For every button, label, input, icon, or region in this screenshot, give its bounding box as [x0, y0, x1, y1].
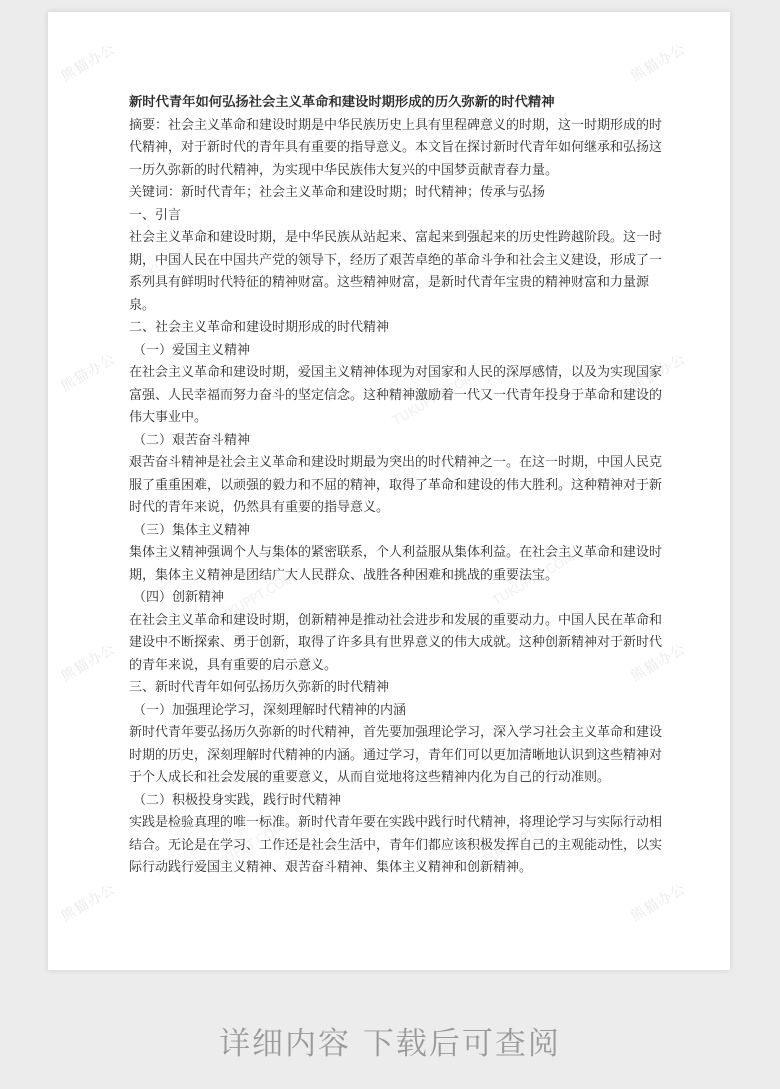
- watermark-brand: 熊猫办公: [58, 880, 119, 925]
- download-hint-text: 详细内容 下载后可查阅: [219, 1026, 561, 1062]
- body-paragraph: 社会主义革命和建设时期，是中华民族从站起来、富起来到强起来的历史性跨越阶段。这一时期，中国人民在中国共产党的领导下，经历了艰苦卓绝的革命斗争和社会主义建设，形成了一系列具有鲜明时代特征的精神财富。这些精神财富，是新时代青年宝贵的精神财富和力量源泉。: [129, 230, 663, 313]
- watermark-brand: 熊猫办公: [628, 350, 689, 395]
- watermark-site: TUKUPPT.COM: [200, 820, 288, 879]
- subsection-heading: （二）积极投身实践，践行时代精神: [133, 792, 342, 808]
- body-paragraph: 在社会主义革命和建设时期，创新精神是推动社会进步和发展的重要动力。中国人民在革命和建设中不断探索、勇于创新，取得了许多具有世界意义的伟大成就。这种创新精神对于新时代的青年来说，具有重要的启示意义。: [129, 612, 663, 673]
- body-paragraph: 在社会主义革命和建设时期，爱国主义精神体现为对国家和人民的深厚感情，以及为实现国家富强、人民幸福而努力奋斗的坚定信念。这种精神激励着一代又一代青年投身于革命和建设的伟大事业中。: [129, 365, 663, 425]
- watermark-site: TUKUPPT.COM: [490, 550, 578, 609]
- body-paragraph: 集体主义精神强调个人与集体的紧密联系，个人利益服从集体利益。在社会主义革命和建设时期，集体主义精神是团结广大人民群众、战胜各种困难和挑战的重要法宝。: [129, 545, 663, 583]
- subsection-heading: （四）创新精神: [133, 590, 225, 605]
- document-page: [48, 12, 730, 970]
- watermark-brand: 熊猫办公: [628, 40, 689, 85]
- document-content: [129, 92, 663, 880]
- body-paragraph: 实践是检验真理的唯一标准。新时代青年要在实践中践行时代精神，将理论学习与实际行动相结合。无论是在学习、工作还是社会生活中，青年们都应该积极发挥自己的主观能动性，以实际行动践行爱国主义精神、艰苦奋斗精神、集体主义精神和创新精神。: [129, 815, 663, 875]
- subsection-heading: （三）集体主义精神: [133, 522, 251, 538]
- watermark-site: TUKUPPT.COM: [210, 570, 298, 629]
- body-paragraph: 关键词：新时代青年；社会主义革命和建设时期；时代精神；传承与弘扬: [129, 185, 546, 200]
- subsection-heading: （二）艰苦奋斗精神: [133, 432, 251, 448]
- body-paragraph: 艰苦奋斗精神是社会主义革命和建设时期最为突出的时代精神之一。在这一时期，中国人民克服了重重困难，以顽强的毅力和不屈的精神，取得了革命和建设的伟大胜利。这种精神对于新时代的青年来说，仍然具有重要的指导意义。: [129, 455, 663, 515]
- watermark-brand: 熊猫办公: [58, 350, 119, 395]
- watermark-brand: 熊猫办公: [58, 640, 119, 685]
- watermark-brand: 熊猫办公: [58, 40, 119, 85]
- document-body: [129, 115, 663, 880]
- section-heading: 二、社会主义革命和建设时期形成的时代精神: [129, 320, 390, 335]
- section-heading: 一、引言: [129, 207, 182, 223]
- watermark-brand: 熊猫办公: [628, 880, 689, 925]
- watermark-site: TUKUPPT.COM: [390, 370, 478, 429]
- body-paragraph: 摘要：社会主义革命和建设时期是中华民族历史上具有里程碑意义的时期，这一时期形成的时代精神，对于新时代的青年具有重要的指导意义。本文旨在探讨新时代青年如何继承和弘扬这一历久弥新的时代精神，为实现中华民族伟大复兴的中国梦贡献青春力量。: [129, 117, 663, 178]
- section-heading: 三、新时代青年如何弘扬历久弥新的时代精神: [129, 680, 390, 695]
- subsection-heading: （一）爱国主义精神: [133, 342, 251, 358]
- watermark-brand: 熊猫办公: [628, 640, 689, 685]
- subsection-heading: （一）加强理论学习，深刻理解时代精神的内涵: [133, 702, 407, 718]
- body-paragraph: 新时代青年要弘扬历久弥新的时代精神，首先要加强理论学习，深入学习社会主义革命和建设时期的历史，深刻理解时代精神的内涵。通过学习，青年们可以更加清晰地认识到这些精神对于个人成长和社会发展的重要意义，从而自觉地将这些精神内化为自己的行动准则。: [129, 725, 663, 785]
- watermark-site: TUKUPPT.COM: [480, 810, 568, 869]
- document-title: 新时代青年如何弘扬社会主义革命和建设时期形成的历久弥新的时代精神: [129, 95, 555, 110]
- watermark-site: TUKUPPT.COM: [130, 230, 218, 289]
